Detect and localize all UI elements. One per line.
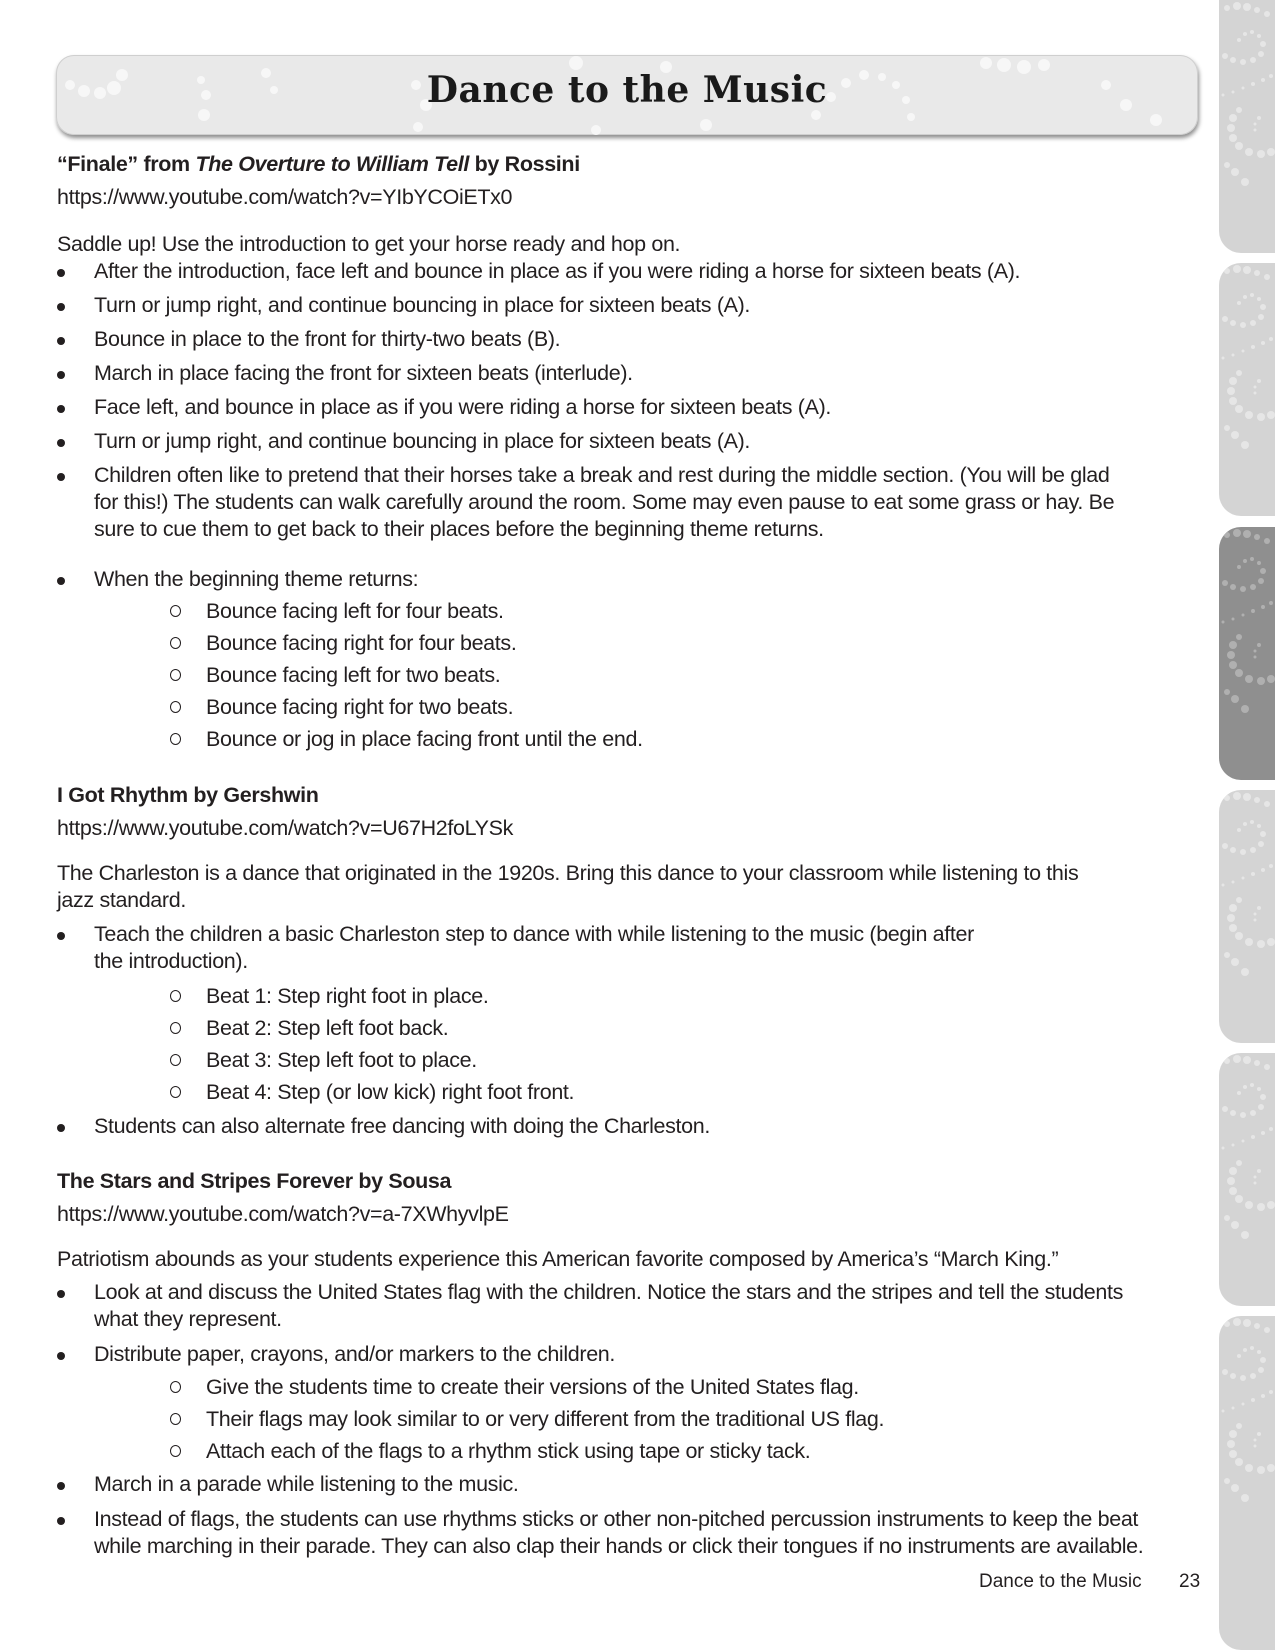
- chapter-tab-5: [1219, 1053, 1275, 1306]
- bullet-text: what they represent.: [94, 1307, 282, 1331]
- bullet-icon: [57, 439, 65, 447]
- sub-bullet-text: Beat 2: Step left foot back.: [206, 1016, 449, 1040]
- sub-bullet-text: Their flags may look similar to or very different from the traditional US flag.: [206, 1407, 885, 1431]
- bullet-icon: [57, 577, 65, 585]
- page-title: Dance to the Music: [426, 69, 828, 111]
- section-intro: Patriotism abounds as your students experience this American favorite composed by America’s “March King.”: [57, 1247, 1059, 1271]
- video-link-rossini[interactable]: https://www.youtube.com/watch?v=YIbYCOiETx0: [57, 185, 513, 209]
- bullet-text: Bounce in place to the front for thirty-two beats (B).: [94, 327, 561, 351]
- sub-bullet-text: Bounce facing left for two beats.: [206, 663, 501, 687]
- section-heading-gershwin: I Got Rhythm by Gershwin: [57, 783, 319, 807]
- bullet-icon: [57, 1482, 65, 1490]
- section-intro: jazz standard.: [57, 888, 186, 912]
- bullet-text: Turn or jump right, and continue bouncing in place for sixteen beats (A).: [94, 429, 751, 453]
- sub-bullet-text: Beat 1: Step right foot in place.: [206, 984, 489, 1008]
- section-intro: The Charleston is a dance that originated in the 1920s. Bring this dance to your classroom while listening to this: [57, 861, 1079, 885]
- sub-bullet-text: Bounce facing right for two beats.: [206, 695, 514, 719]
- sub-bullet-text: Bounce facing right for four beats.: [206, 631, 517, 655]
- section-heading-rossini: [57, 148, 580, 180]
- bullet-text: for this!) The students can walk carefully around the room. Some may even pause to eat some grass or hay. Be: [94, 490, 1115, 514]
- title-banner: [56, 55, 1198, 135]
- sub-bullet-text: Attach each of the flags to a rhythm stick using tape or sticky tack.: [206, 1439, 811, 1463]
- video-link-sousa[interactable]: https://www.youtube.com/watch?v=a-7XWhyvlpE: [57, 1202, 509, 1226]
- circle-bullet-icon: [170, 1381, 181, 1393]
- circle-bullet-icon: [170, 1054, 181, 1066]
- circle-bullet-icon: [170, 990, 181, 1002]
- bullet-text: March in place facing the front for sixteen beats (interlude).: [94, 361, 633, 385]
- chapter-tab-2: [1219, 263, 1275, 516]
- circle-bullet-icon: [170, 637, 181, 649]
- dot-swirl-pattern: [1219, 790, 1275, 1043]
- circle-bullet-icon: [170, 669, 181, 681]
- circle-bullet-icon: [170, 1022, 181, 1034]
- sub-bullet-text: Bounce facing left for four beats.: [206, 599, 504, 623]
- bullet-text: Distribute paper, crayons, and/or markers to the children.: [94, 1342, 616, 1366]
- dot-swirl-pattern: [1219, 1053, 1275, 1306]
- bullet-icon: [57, 303, 65, 311]
- heading-part: “Finale” from: [57, 152, 196, 176]
- bullet-icon: [57, 405, 65, 413]
- heading-italic-work-title: The Overture to William Tell: [195, 152, 469, 176]
- chapter-tabs: [1219, 0, 1275, 1650]
- chapter-tab-1: [1219, 0, 1275, 253]
- circle-bullet-icon: [170, 605, 181, 617]
- bullet-icon: [57, 337, 65, 345]
- circle-bullet-icon: [170, 733, 181, 745]
- bullet-icon: [57, 371, 65, 379]
- sub-bullet-text: Beat 3: Step left foot to place.: [206, 1048, 477, 1072]
- bullet-text: Face left, and bounce in place as if you were riding a horse for sixteen beats (A).: [94, 395, 832, 419]
- chapter-tab-3-active: [1219, 527, 1275, 780]
- bullet-text: After the introduction, face left and bounce in place as if you were riding a horse for sixteen beats (A).: [94, 259, 1021, 283]
- bullet-text: sure to cue them to get back to their places before the beginning theme returns.: [94, 517, 824, 541]
- chapter-tab-6: [1219, 1316, 1275, 1650]
- bullet-icon: [57, 269, 65, 277]
- circle-bullet-icon: [170, 1445, 181, 1457]
- heading-part: by Rossini: [469, 152, 580, 176]
- bullet-text: March in a parade while listening to the music.: [94, 1472, 519, 1496]
- bullet-text: while marching in their parade. They can also clap their hands or click their tongues if no instruments are available.: [94, 1534, 1144, 1558]
- page-number: 23: [1179, 1571, 1201, 1592]
- sub-bullet-text: Give the students time to create their versions of the United States flag.: [206, 1375, 859, 1399]
- bullet-text: Look at and discuss the United States flag with the children. Notice the stars and the stripes and tell the students: [94, 1280, 1124, 1304]
- bullet-icon: [57, 1290, 65, 1298]
- bullet-icon: [57, 1517, 65, 1525]
- circle-bullet-icon: [170, 1086, 181, 1098]
- bullet-text: Turn or jump right, and continue bouncing in place for sixteen beats (A).: [94, 293, 751, 317]
- chapter-tab-4: [1219, 790, 1275, 1043]
- section-heading-sousa: The Stars and Stripes Forever by Sousa: [57, 1169, 452, 1193]
- bullet-text: Children often like to pretend that their horses take a break and rest during the middle section. (You will be glad: [94, 463, 1110, 487]
- footer-running-title: Dance to the Music: [979, 1571, 1142, 1592]
- bullet-icon: [57, 473, 65, 481]
- circle-bullet-icon: [170, 701, 181, 713]
- section-intro: Saddle up! Use the introduction to get your horse ready and hop on.: [57, 232, 681, 256]
- dot-swirl-pattern: [1219, 0, 1275, 253]
- sub-bullet-text: Beat 4: Step (or low kick) right foot front.: [206, 1080, 575, 1104]
- video-link-gershwin[interactable]: https://www.youtube.com/watch?v=U67H2foLYSk: [57, 816, 513, 840]
- bullet-text: Students can also alternate free dancing with doing the Charleston.: [94, 1114, 710, 1138]
- sub-bullet-text: Bounce or jog in place facing front until the end.: [206, 727, 643, 751]
- dot-swirl-pattern: [1219, 527, 1275, 780]
- bullet-icon: [57, 1352, 65, 1360]
- bullet-text: Instead of flags, the students can use rhythms sticks or other non-pitched percussion instruments to keep the beat: [94, 1507, 1139, 1531]
- circle-bullet-icon: [170, 1413, 181, 1425]
- bullet-text: the introduction).: [94, 949, 248, 973]
- bullet-text: When the beginning theme returns:: [94, 567, 419, 591]
- bullet-icon: [57, 932, 65, 940]
- dot-swirl-pattern: [1219, 263, 1275, 516]
- bullet-icon: [57, 1124, 65, 1132]
- dot-swirl-pattern: [1219, 1316, 1275, 1650]
- bullet-text: Teach the children a basic Charleston step to dance with while listening to the music (begin after: [94, 922, 974, 946]
